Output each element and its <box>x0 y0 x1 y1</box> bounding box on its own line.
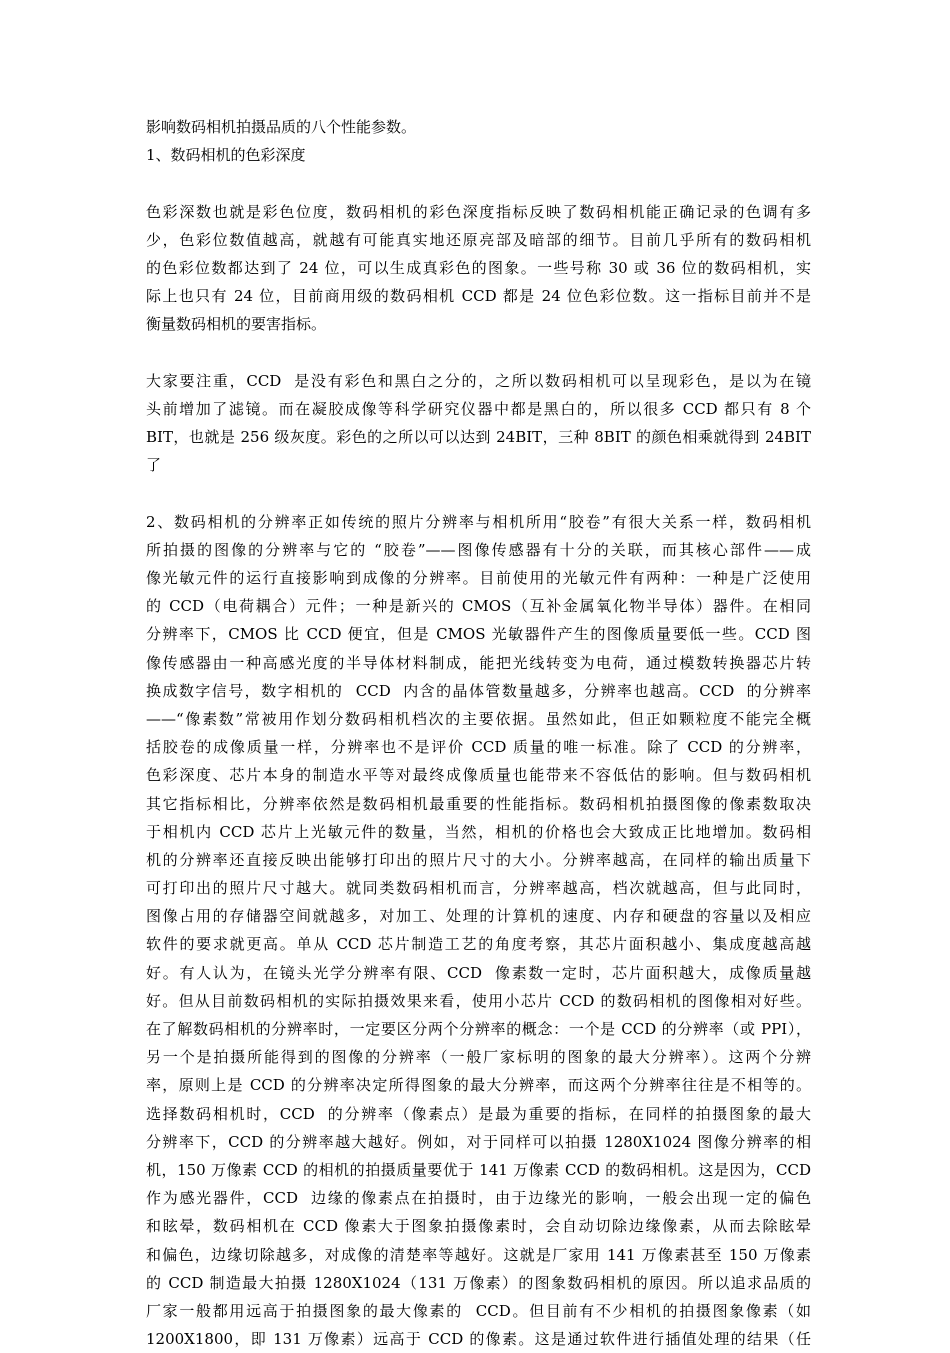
document-page <box>146 113 811 1353</box>
paragraph-line: 色彩深度、芯片本身的制造水平等对最终成像质量也能带来不容低估的影响。但与数码相机 <box>146 766 811 785</box>
paragraph-line: 际上也只有 24 位，目前商用级的数码相机 CCD 都是 24 位色彩位数。这一指标目前并不是 <box>146 287 811 306</box>
paragraph-line: 软件的要求就更高。单从 CCD 芯片制造工艺的角度考察，其芯片面积越小、集成度越高越 <box>146 935 811 954</box>
paragraph-line: 像光敏元件的运行直接影响到成像的分辨率。目前使用的光敏元件有两种：一种是广泛使用 <box>146 569 811 587</box>
paragraph-line: 像传感器由一种高感光度的半导体材料制成，能把光线转变为电荷，通过模数转换器芯片转 <box>146 653 811 672</box>
paragraph-line: 的 CCD（电荷耦合）元件；一种是新兴的 CMOS（互补金属氧化物半导体）器件。在相同 <box>146 597 811 616</box>
paragraph-line: 头前增加了滤镜。而在凝胶成像等科学研究仪器中都是黑白的，所以很多 CCD 都只有 8 个 <box>146 399 811 418</box>
paragraph-line: 衡量数码相机的要害指标。 <box>146 315 327 334</box>
paragraph-line: BIT，也就是 256 级灰度。彩色的之所以可以达到 24BIT，三种 8BIT 的颜色相乘就得到 24BIT <box>146 428 811 447</box>
paragraph-line: 厂家一般都用远高于拍摄图象的最大像素的 CCD。但目前有不少相机的拍摄图象像素（如 <box>146 1301 811 1320</box>
paragraph-line: 了 <box>146 456 162 475</box>
paragraph-line: ——“像素数”常被用作划分数码相机档次的主要依据。虽然如此，但正如颗粒度不能完全概 <box>146 709 811 728</box>
paragraph-ccd-note <box>146 367 811 480</box>
paragraph-line: 在了解数码相机的分辨率时，一定要区分两个分辨率的概念：一个是 CCD 的分辨率（或 PPI）， <box>146 1020 811 1038</box>
paragraph-line: 机的分辨率还直接反映出能够打印出的照片尺寸的大小。分辨率越高，在同样的输出质量下 <box>146 850 811 869</box>
document-title: 影响数码相机拍摄品质的八个性能参数。 <box>146 118 417 136</box>
paragraph-line: 换成数字信号，数字相机的 CCD 内含的晶体管数量越多，分辨率也越高。CCD 的分辨率 <box>146 681 811 700</box>
paragraph-line: 少，色彩位数值越高，就越有可能真实地还原亮部及暗部的细节。目前几乎所有的数码相机 <box>146 230 811 249</box>
paragraph-line: 选择数码相机时，CCD 的分辨率（像素点）是最为重要的指标，在同样的拍摄图象的最大 <box>146 1104 811 1123</box>
paragraph-line: 率，原则上是 CCD 的分辨率决定所得图象的最大分辨率，而这两个分辨率往往是不相等的。 <box>146 1076 811 1095</box>
paragraph-line: 其它指标相比，分辨率依然是数码相机最重要的性能指标。数码相机拍摄图像的像素数取决 <box>146 794 811 813</box>
paragraph-line: 大家要注重，CCD 是没有彩色和黑白之分的，之所以数码相机可以呈现彩色，是以为在镜 <box>146 371 811 390</box>
paragraph-line: 的 CCD 制造最大拍摄 1280X1024（131 万像素）的图象数码相机的原因。所以追求品质的 <box>146 1273 811 1292</box>
paragraph-line: 机，150 万像素 CCD 的相机的拍摄质量要优于 141 万像素 CCD 的数码相机。这是因为，CCD <box>146 1160 811 1179</box>
blank-line <box>146 339 811 367</box>
paragraph-line: 和眩晕，数码相机在 CCD 像素大于图象拍摄像素时，会自动切除边缘像素，从而去除眩晕 <box>146 1217 811 1236</box>
paragraph-line: 的色彩位数都达到了 24 位，可以生成真彩色的图象。一些号称 30 或 36 位的数码相机，实 <box>146 258 811 277</box>
paragraph-line: 好。但从目前数码相机的实际拍摄效果来看，使用小芯片 CCD 的数码相机的图像相对好些。 <box>146 991 811 1010</box>
paragraph-line: 分辨率下，CCD 的分辨率越大越好。例如，对于同样可以拍摄 1280X1024 图像分辨率的相 <box>146 1132 811 1151</box>
paragraph-line: 作为感光器件，CCD 边缘的像素点在拍摄时，由于边缘光的影响，一般会出现一定的偏色 <box>146 1189 811 1208</box>
paragraph-line: 色彩深数也就是彩色位度，数码相机的彩色深度指标反映了数码相机能正确记录的色调有多 <box>146 202 811 221</box>
paragraph-line: 分辨率下，CMOS 比 CCD 便宜，但是 CMOS 光敏器件产生的图像质量要低一些。CCD 图 <box>146 625 811 644</box>
blank-line <box>146 169 811 197</box>
paragraph-line: 1200X1800，即 131 万像素）远高于 CCD 的像素。这是通过软件进行插值处理的结果（任 <box>146 1330 811 1349</box>
paragraph-line: 好。有人认为，在镜头光学分辨率有限、CCD 像素数一定时，芯片面积越大，成像质量越 <box>146 963 811 982</box>
paragraph-line: 于相机内 CCD 芯片上光敏元件的数量，当然，相机的价格也会大致成正比地增加。数码相 <box>146 822 811 841</box>
paragraph-line: 可打印出的照片尺寸越大。就同类数码相机而言，分辨率越高，档次就越高，但与此同时， <box>146 879 811 898</box>
paragraph-line: 括胶卷的成像质量一样，分辨率也不是评价 CCD 质量的唯一标准。除了 CCD 的分辨率， <box>146 738 811 757</box>
paragraph-color-depth <box>146 198 811 339</box>
blank-line <box>146 479 811 507</box>
paragraph-line: 2、数码相机的分辨率正如传统的照片分辨率与相机所用“胶卷”有很大关系一样，数码相机 <box>146 512 811 531</box>
paragraph-line: 图像占用的存储器空间就越多，对加工、处理的计算机的速度、内存和硬盘的容量以及相应 <box>146 907 811 926</box>
paragraph-line: 和偏色，边缘切除越多，对成像的清楚率等越好。这就是厂家用 141 万像素甚至 150 万像素 <box>146 1245 811 1264</box>
paragraph-line: 所拍摄的图像的分辨率与它的 “胶卷”——图像传感器有十分的关联，而其核心部件——成 <box>146 540 811 559</box>
paragraph-line: 另一个是拍摄所能得到的图像的分辨率（一般厂家标明的图象的最大分辨率）。这两个分辨 <box>146 1048 811 1067</box>
section-heading: 1、数码相机的色彩深度 <box>146 146 306 165</box>
paragraph-resolution <box>146 508 811 1353</box>
